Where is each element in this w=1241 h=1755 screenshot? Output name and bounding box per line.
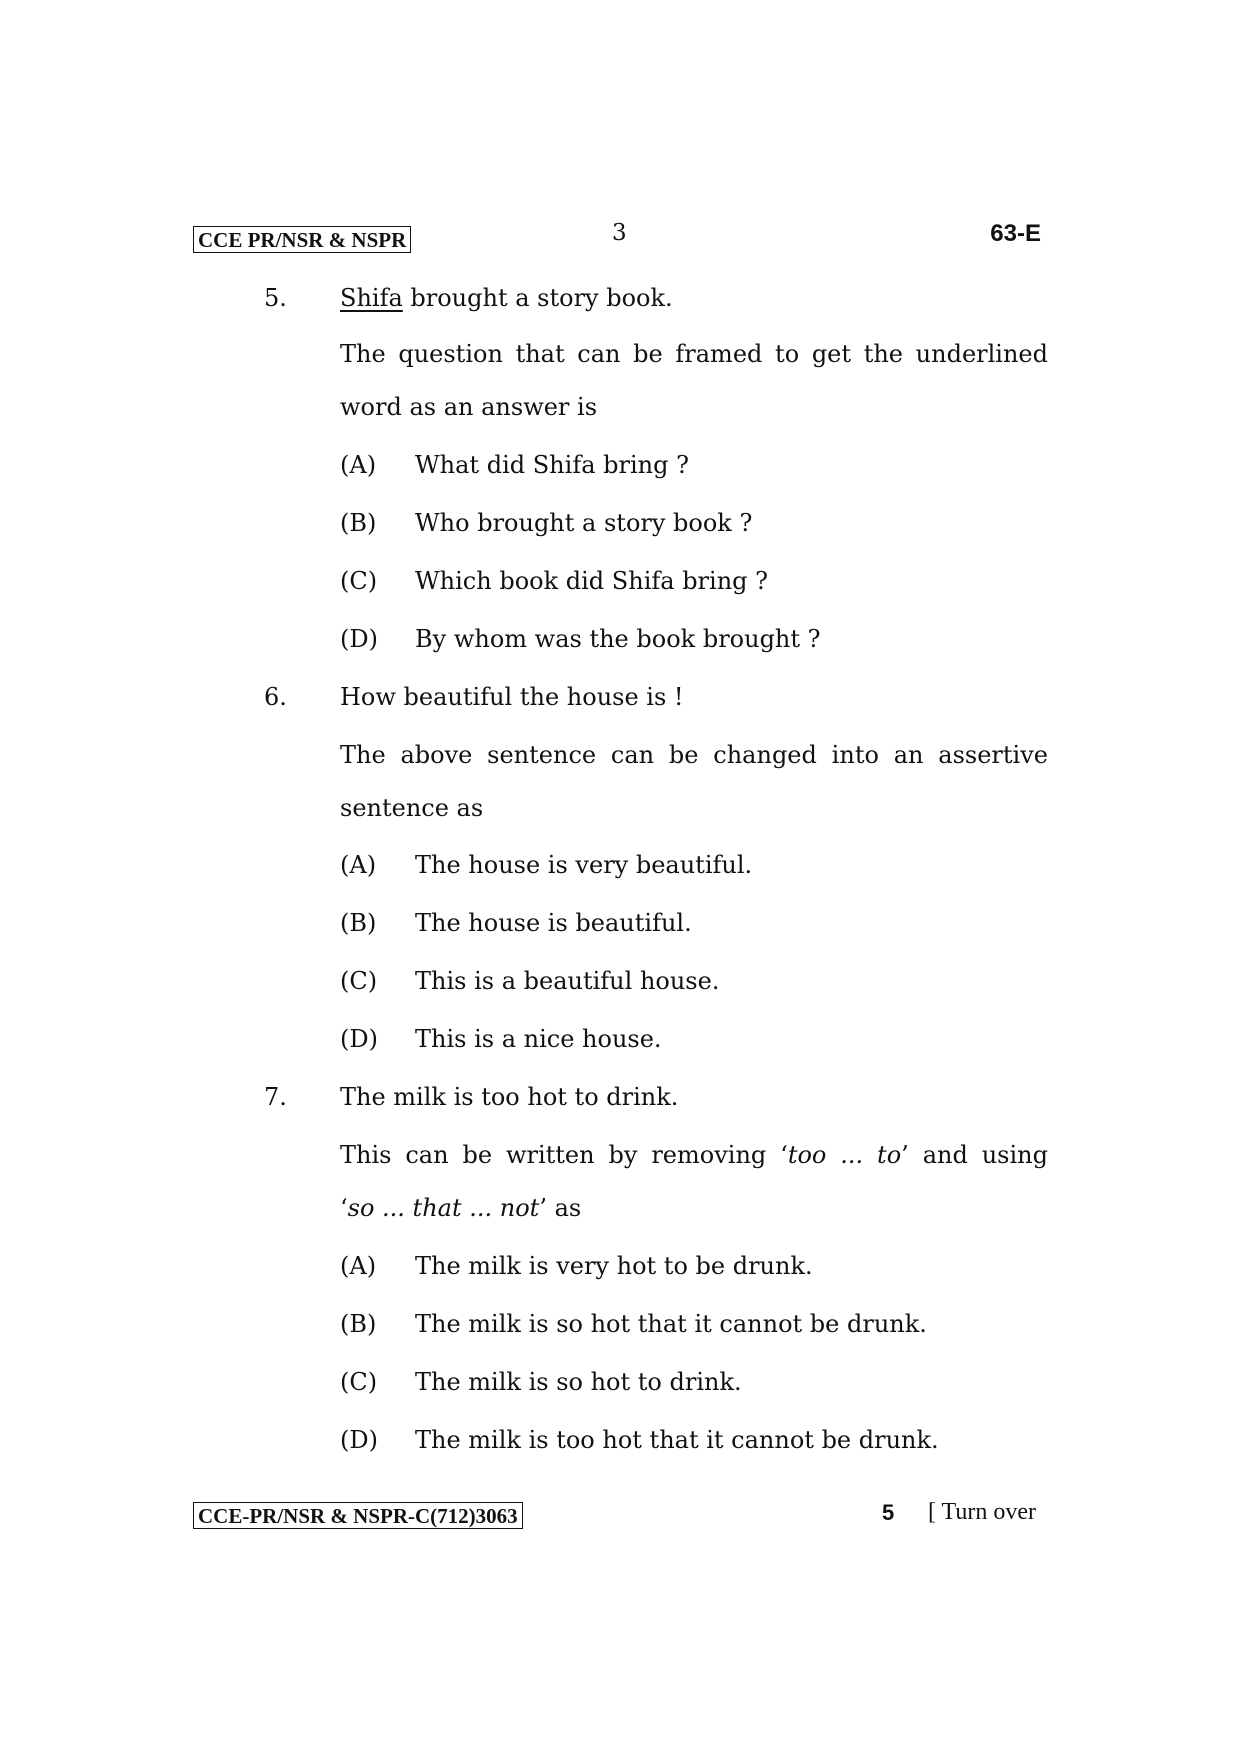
underlined-word: Shifa: [340, 284, 403, 312]
option-text: Who brought a story book ?: [415, 509, 753, 537]
option-text: This is a beautiful house.: [415, 967, 720, 995]
prompt-text: ‘: [340, 1194, 348, 1222]
option-text: Which book did Shifa bring ?: [415, 567, 769, 595]
question-number: 7.: [264, 1083, 287, 1111]
question-prompt: The question that can be framed to get the underlined: [340, 340, 1048, 368]
option-text: The house is beautiful.: [415, 909, 692, 937]
question-number: 6.: [264, 683, 287, 711]
prompt-text: This can be written by removing ‘: [340, 1141, 788, 1169]
prompt-text: ’ as: [539, 1194, 582, 1222]
option-label: (D): [340, 1025, 378, 1053]
header-paper-id: 63-E: [990, 220, 1041, 247]
option-text: The milk is too hot that it cannot be drunk.: [415, 1426, 939, 1454]
option-label: (B): [340, 1310, 377, 1338]
prompt-italic: too ... to: [787, 1141, 902, 1169]
option-label: (A): [340, 451, 377, 479]
option-text: What did Shifa bring ?: [415, 451, 689, 479]
option-label: (D): [340, 625, 378, 653]
option-text: The milk is very hot to be drunk.: [415, 1252, 813, 1280]
question-stem: [340, 283, 673, 313]
header-paper-code: CCE PR/NSR & NSPR: [193, 226, 411, 253]
question-number: 5.: [264, 284, 287, 312]
prompt-text: ’ and using: [901, 1141, 1048, 1169]
question-prompt: sentence as: [340, 794, 484, 822]
footer-page-number: 5: [882, 1500, 895, 1525]
question-stem: How beautiful the house is !: [340, 683, 684, 711]
option-text: The milk is so hot to drink.: [415, 1368, 742, 1396]
option-label: (C): [340, 567, 378, 595]
footer-turn-over: [ Turn over: [928, 1499, 1037, 1525]
question-stem: The milk is too hot to drink.: [340, 1083, 679, 1111]
question-prompt: [340, 1193, 1048, 1223]
question-prompt: word as an answer is: [340, 393, 598, 421]
stem-rest: brought a story book.: [402, 284, 673, 312]
footer-paper-code: CCE-PR/NSR & NSPR-C(712)3063: [193, 1502, 523, 1529]
option-label: (B): [340, 509, 377, 537]
option-label: (A): [340, 851, 377, 879]
option-text: This is a nice house.: [415, 1025, 662, 1053]
prompt-italic: so ... that ... not: [347, 1194, 540, 1222]
option-label: (C): [340, 967, 378, 995]
question-prompt: [340, 1140, 1048, 1170]
option-text: The milk is so hot that it cannot be drunk.: [415, 1310, 927, 1338]
option-label: (A): [340, 1252, 377, 1280]
option-text: The house is very beautiful.: [415, 851, 753, 879]
option-label: (B): [340, 909, 377, 937]
option-label: (C): [340, 1368, 378, 1396]
option-text: By whom was the book brought ?: [415, 625, 821, 653]
question-prompt: The above sentence can be changed into an assertive: [340, 741, 1048, 769]
header-page-number: 3: [612, 220, 627, 246]
option-label: (D): [340, 1426, 378, 1454]
